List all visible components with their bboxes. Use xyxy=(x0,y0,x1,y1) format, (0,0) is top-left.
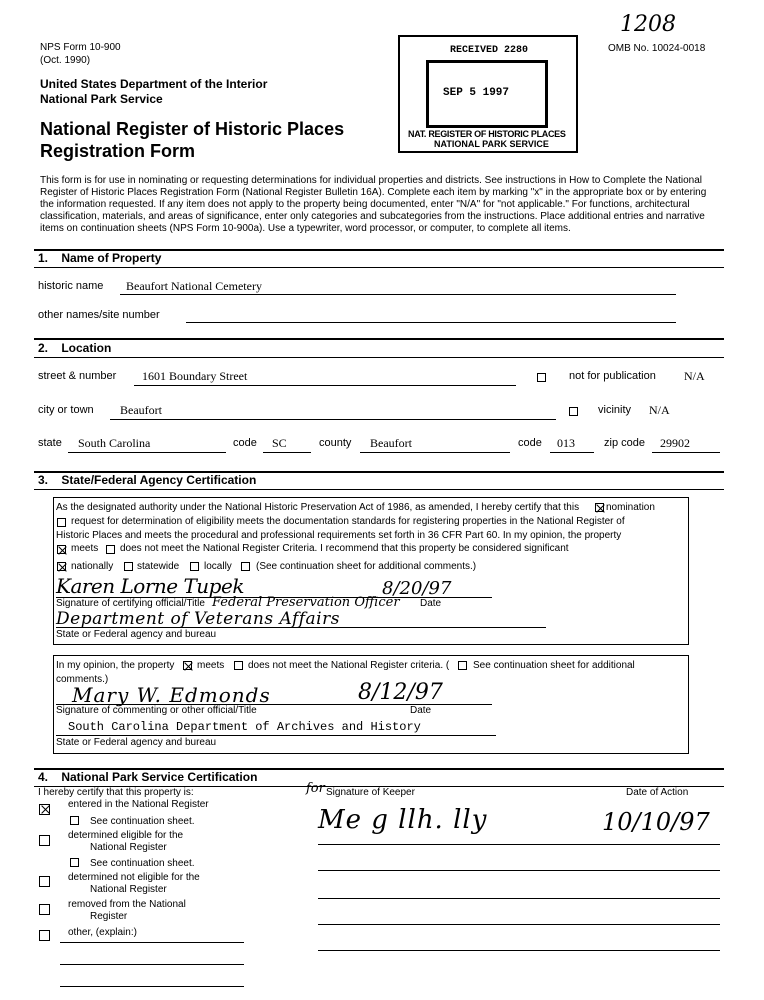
statewide-label: statewide xyxy=(137,561,180,572)
stamp-received: RECEIVED 2280 xyxy=(450,45,529,56)
zip-line xyxy=(652,452,720,453)
entered-continuation-label: See continuation sheet. xyxy=(90,816,195,827)
cert-para-line1: As the designated authority under the National Historic Preservation Act of 1986, as amended, I hereby certify that this xyxy=(56,502,580,513)
section1-heading: 1. Name of Property xyxy=(38,251,162,265)
county-code-label: code xyxy=(518,437,542,449)
section4-intro: I hereby certify that this property is: xyxy=(38,787,194,798)
certifying-agency-caption: State or Federal agency and bureau xyxy=(56,629,217,640)
entered-checkbox[interactable] xyxy=(39,804,50,815)
does-not-meet-checkbox[interactable] xyxy=(106,545,115,554)
stamp-line2: NATIONAL PARK SERVICE xyxy=(434,139,549,149)
removed-label-2: Register xyxy=(90,911,128,922)
keeper-line-2 xyxy=(318,870,720,871)
other-names-line xyxy=(186,322,676,323)
keeper-prefix: for xyxy=(306,781,325,796)
nationally-checkbox[interactable] xyxy=(57,562,66,571)
eligible-label-2: National Register xyxy=(90,842,167,853)
commenting-agency-line xyxy=(56,735,496,736)
county-line xyxy=(360,452,510,453)
nomination-checkbox[interactable] xyxy=(595,503,604,512)
stamp-line1: NAT. REGISTER OF HISTORIC PLACES xyxy=(408,129,566,139)
action-date: 10/10/97 xyxy=(602,808,710,836)
other-explain-line-2 xyxy=(60,964,244,965)
state-label: state xyxy=(38,437,62,449)
zip-field[interactable]: 29902 xyxy=(660,436,690,450)
vicinity-value: N/A xyxy=(649,403,670,417)
historic-name-label: historic name xyxy=(38,280,104,292)
intro-text: This form is for use in nominating or requesting determinations for individual properties and districts. See instructions in How to Complete the National Register of Historic Places Registration Form (National Register Bulletin 16A). Complete each item by marking "x" in the appropriate box or by entering the information requested. If any item does not apply to the property being documented, enter "N/A" for "not applicable." For functions, architectural classification, materials, and areas of significance, enter only categories and subcategories from the instructions. Place additional entries and narrative items on continuation sheets (NPS Form 10-900a). Use a typewriter, word processor, or computer, to complete all items. xyxy=(40,175,707,234)
other-checkbox[interactable] xyxy=(39,930,50,941)
removed-label: removed from the National xyxy=(68,899,186,910)
eligible-checkbox[interactable] xyxy=(39,835,50,846)
meets-checkbox[interactable] xyxy=(57,545,66,554)
county-label: county xyxy=(319,437,352,449)
county-field[interactable]: Beaufort xyxy=(370,436,412,450)
section4-heading: 4. National Park Service Certification xyxy=(38,770,258,784)
certifying-date-caption: Date xyxy=(420,598,442,609)
certifying-official-title: Federal Preservation Officer xyxy=(212,595,400,610)
other-label: other, (explain:) xyxy=(68,927,137,938)
keeper-line-4 xyxy=(318,924,720,925)
county-code-field[interactable]: 013 xyxy=(557,436,575,450)
not-for-publication-label: not for publication xyxy=(569,370,656,382)
opinion-text-d: comments.) xyxy=(56,674,109,685)
opinion-text-c: See continuation sheet for additional xyxy=(473,660,635,671)
nationally-label: nationally xyxy=(71,561,114,572)
certifying-agency: Department of Veterans Affairs xyxy=(56,609,340,629)
commenting-signature: Mary W. Edmonds xyxy=(72,683,271,707)
state-code-label: code xyxy=(233,437,257,449)
certifying-agency-line xyxy=(56,627,546,628)
street-label: street & number xyxy=(38,370,117,382)
section3-underline xyxy=(34,489,724,490)
agency-line2: National Park Service xyxy=(40,92,163,106)
historic-name-line xyxy=(120,294,676,295)
page-title: National Register of Historic Places xyxy=(40,119,345,139)
page-subtitle: Registration Form xyxy=(40,141,196,161)
corner-number: 1208 xyxy=(620,12,676,37)
opinion-text-b: does not meet the National Register criteria. ( xyxy=(248,660,450,671)
city-field[interactable]: Beaufort xyxy=(120,403,162,417)
cert-para-line2: request for determination of eligibility meets the documentation standards for registering properties in the National Register of xyxy=(71,516,625,527)
city-line xyxy=(110,419,556,420)
section1-underline xyxy=(34,267,724,268)
not-for-publication-checkbox[interactable] xyxy=(537,373,546,382)
section3-heading: 3. State/Federal Agency Certification xyxy=(38,473,257,487)
certifying-date: 8/20/97 xyxy=(382,578,452,599)
continuation-checkbox[interactable] xyxy=(241,562,250,571)
vicinity-checkbox[interactable] xyxy=(569,407,578,416)
street-line xyxy=(134,385,516,386)
cert-para-line3: Historic Places and meets the procedural and professional requirements set forth in 36 CFR Part 60. In my opinion, the property xyxy=(56,530,622,541)
omb-number: OMB No. 10024-0018 xyxy=(608,43,706,54)
street-field[interactable]: 1601 Boundary Street xyxy=(142,369,248,383)
keeper-line-3 xyxy=(318,898,720,899)
commenting-signature-caption: Signature of commenting or other official/Title xyxy=(56,705,257,716)
state-field[interactable]: South Carolina xyxy=(78,436,151,450)
continuation-label: (See continuation sheet for additional comments.) xyxy=(256,561,477,572)
entered-continuation-checkbox[interactable] xyxy=(70,816,79,825)
state-code-line xyxy=(263,452,311,453)
city-label: city or town xyxy=(38,404,94,416)
section2-rule xyxy=(34,338,724,340)
stamp-date: SEP 5 1997 xyxy=(443,87,510,99)
commenting-agency: South Carolina Department of Archives and History xyxy=(68,720,421,734)
state-code-field[interactable]: SC xyxy=(272,436,287,450)
eligible-continuation-label: See continuation sheet. xyxy=(90,858,195,869)
zip-label: zip code xyxy=(604,437,645,449)
section2-underline xyxy=(34,357,724,358)
meets-label: meets xyxy=(71,543,99,554)
keeper-label: Signature of Keeper xyxy=(326,787,415,798)
commenting-date-caption: Date xyxy=(410,705,432,716)
commenting-agency-caption: State or Federal agency and bureau xyxy=(56,737,217,748)
keeper-signature: Me g llh. lly xyxy=(318,805,488,835)
certifying-signature: Karen Lorne Tupek xyxy=(56,574,244,598)
other-explain-line-3 xyxy=(60,986,244,987)
removed-checkbox[interactable] xyxy=(39,904,50,915)
not-eligible-label-2: National Register xyxy=(90,884,167,895)
form-date: (Oct. 1990) xyxy=(40,55,91,66)
opinion-meets-checkbox[interactable] xyxy=(183,661,192,670)
received-stamp xyxy=(398,35,578,153)
locally-checkbox[interactable] xyxy=(190,562,199,571)
commenting-date: 8/12/97 xyxy=(358,680,443,705)
statewide-checkbox[interactable] xyxy=(124,562,133,571)
opinion-text-a: In my opinion, the property xyxy=(56,660,175,671)
stamp-date-box xyxy=(426,60,548,128)
not-eligible-checkbox[interactable] xyxy=(39,876,50,887)
eligible-continuation-checkbox[interactable] xyxy=(70,858,79,867)
nomination-label: nomination xyxy=(606,502,655,513)
does-not-meet-label: does not meet the National Register Criteria. I recommend that this property be considered significant xyxy=(120,543,569,554)
historic-name-field[interactable]: Beaufort National Cemetery xyxy=(126,279,262,293)
form-number: NPS Form 10-900 xyxy=(40,42,121,53)
agency-line1: United States Department of the Interior xyxy=(40,77,268,91)
eligible-label: determined eligible for the xyxy=(68,830,184,841)
not-for-publication-value: N/A xyxy=(684,369,705,383)
state-line xyxy=(68,452,226,453)
county-code-line xyxy=(550,452,594,453)
vicinity-label: vicinity xyxy=(598,404,632,416)
locally-label: locally xyxy=(204,561,232,572)
opinion-continuation-checkbox[interactable] xyxy=(458,661,467,670)
not-eligible-label: determined not eligible for the xyxy=(68,872,200,883)
other-names-label: other names/site number xyxy=(38,309,160,321)
keeper-line-1 xyxy=(318,844,720,845)
section2-heading: 2. Location xyxy=(38,341,112,355)
request-determination-checkbox[interactable] xyxy=(57,518,66,527)
keeper-line-5 xyxy=(318,950,720,951)
certifying-signature-caption: Signature of certifying official/Title xyxy=(56,598,205,609)
other-explain-line-1 xyxy=(60,942,244,943)
entered-label: entered in the National Register xyxy=(68,799,209,810)
date-of-action-label: Date of Action xyxy=(626,787,689,798)
opinion-meets-label: meets xyxy=(197,660,225,671)
opinion-not-meet-checkbox[interactable] xyxy=(234,661,243,670)
